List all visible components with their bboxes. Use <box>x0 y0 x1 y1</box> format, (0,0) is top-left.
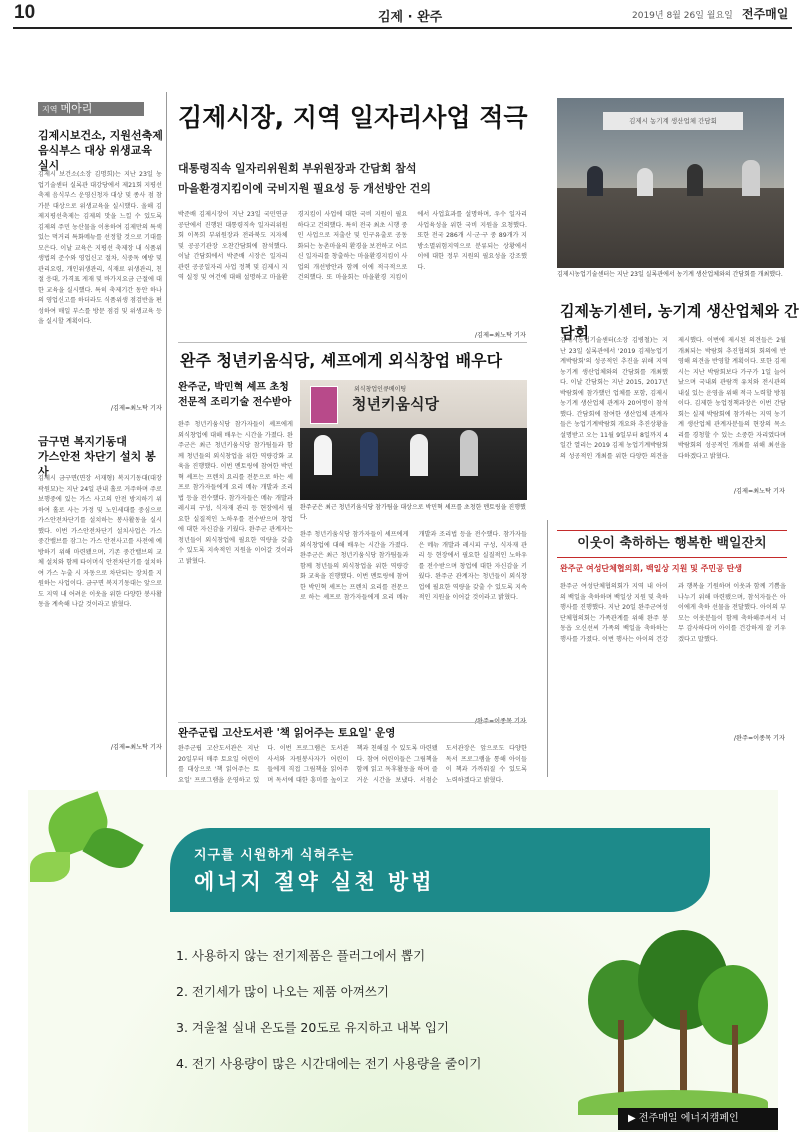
headline-box <box>557 530 787 558</box>
article-body: 완주군립 고산도서관은 지난 20일부터 매주 토요일 어린이를 대상으로 '책 읽어주는 토요일' 프로그램을 운영하고 있다. 이번 프로그램은 도서관 사서와 자원봉사자가 어린이들에게 직접 그림책을 읽어주며 독서에 대한 흥미를 높이고 책과 친해질 수 있도록 마련됐다. 참여 어린이들은 그림책을 함께 읽고 독후활동을 하며 즐거운 시간을 보냈다. 서점순 도서관장은 앞으로도 다양한 독서 프로그램을 통해 아이들이 책과 가까워질 수 있도록 노력하겠다고 밝혔다. <box>178 745 527 784</box>
article-subheadline: 대통령직속 일자리위원회 부위원장과 간담회 참석 <box>178 162 417 175</box>
divider <box>178 342 527 343</box>
section-tag: 지역 메아리 <box>38 102 144 116</box>
ad-item: 3. 겨울철 실내 온도를 20도로 유지하고 내복 입기 <box>176 1020 449 1035</box>
article-body: 완주군 여성단체협의회가 지역 내 아이의 백일을 축하하며 백일상 지원 및 축하행사를 진행했다. 지난 20일 완주군여성단체협의회는 가족관계를 위해 완주 봉동읍 오신선씨 가족의 백일을 축하하는 행사를 가졌다. 이번 행사는 아이의 건강과 행복을 기원하며 이웃과 함께 기쁨을 나누기 위해 마련됐으며, 참석자들은 아이에게 축하 선물을 전달했다. 아이의 부모는 이웃분들이 함께 축하해주셔서 너무 감사하다며 아이를 건강하게 잘 키우겠다고 말했다. <box>560 583 786 643</box>
article-title: 김제시보건소, 지원선축제 음식부스 대상 위생교육 실시 <box>38 129 163 172</box>
column-divider <box>166 92 167 777</box>
play-icon: ▶ <box>628 1113 639 1124</box>
ad-item: 2. 전기세가 많이 나오는 제품 아껴쓰기 <box>176 984 389 999</box>
article-headline: 김제시장, 지역 일자리사업 적극 <box>178 103 528 132</box>
article-byline: /김제=최노탁 기자 <box>733 488 785 495</box>
ad-item: 1. 사용하지 않는 전기제품은 플러그에서 뽑기 <box>176 948 426 963</box>
meeting-photo <box>557 98 784 268</box>
article-title: 금구면 복지기동대 가스안전 차단기 설치 봉사 <box>38 435 156 478</box>
photo-sign: 청년키움식당 <box>352 395 439 413</box>
article-body: 김제시 금구면(면장 서재형) 복지기동대(대장 곽원묘)는 지난 24일 관내 홀로 거주하며 주로 보행중에 있는 가스 사고의 안전 방지하기 위하여 홀로 사는 가정 및 노인세대를 중심으로 가스안전차단기를 설치하는 봉사활동을 실시했다. 이번 가스안전차단기 설치사업은 가스 중간밸브를 잠그는 가스 안전사고를 사전에 예방하기 위해 마련됐으며, 기존 중간밸브의 교체 설치와 함께 타이머식 안전차단기를 설치하여 가스 누출 시 자동으로 차단되는 장치를 지원하는 사업이다. 금구면 복지기동대는 앞으로도 지역 내 어려운 이웃을 위한 다양한 봉사활동을 계속해 나갈 것이라고 밝혔다. <box>38 475 162 608</box>
article-byline: /김제=최노탁 기자 <box>110 744 162 751</box>
photo-sign-top: 외식창업인큐베이팅 <box>354 386 407 393</box>
article-headline: 김제농기센터, 농기계 생산업체와 간담회 <box>560 302 799 342</box>
article-byline: /김제=최노탁 기자 <box>474 332 526 339</box>
energy-ad <box>28 790 778 1132</box>
divider <box>178 722 527 723</box>
photo-banner: 김제시 농기계 생산업체 간담회 <box>603 112 743 130</box>
article-body: 박준배 김제시장이 지난 23일 국민연금공단에서 진행된 대통령직속 일자리위원회 이목희 부위원장과 전라북도 지자체 및 공공기관장 오찬간담회에 참석했다. 이날 간담회에서 박준배 시장은 일자리 관련 공공일자리 사업 정책 및 김제시 지역 실정 및 여건에 대해 설명하고 마을환경지킴이 사업에 대한 국비 지원이 필요하다고 건의했다. 특히 전국 최초 시행 중인 사업으로 저출산 및 인구유출로 공동화되는 농촌마을의 환경을 보전하고 어르신 일자리를 창출하는 마을환경지킴이 사업의 개선방안과 함께 이에 적극적으로 건의했다. 또 마을회는 마을환경 지킴이에서 사업효과를 설명하며, 우수 일자리 사업육성을 위한 국비 지원을 요청했다. 또한 전국 286개 시·군·구 중 89개가 지방소멸위험지역으로 분류되는 상황에서 이에 대한 정부 지원의 필요성을 강조했다. <box>178 211 527 281</box>
trees-illustration <box>578 910 768 1115</box>
article-headline: 완주군립 고산도서관 '책 읽어주는 토요일' 운영 <box>178 727 396 739</box>
logo <box>310 386 338 424</box>
article-body: 김제시농업기술센터(소장 김병철)는 지난 23일 실록관에서 '2019 김제농업기계박람회'의 성공적인 추진을 위해 지역 농기계 생산업체와의 간담회를 개최했다. 이날 간담회는 지난 2015, 2017년 박람회에 참가했던 업체를 포함, 김제시 농기계 생산업체 관계자 20여명이 참석했다. 간담회에 참여한 생산업체 관계자들은 농업기계박람회 개요와 추진상황을 설명받고 오는 11월 9일부터 8일까지 4일간 열리는 2019 김제 농업기계박람회의 성공적인 개최를 위한 다양한 의견을 제시했다. 이번에 제시된 의견들은 2월 개최되는 박람회 추진협의회 회의에 반영해 의견을 반영할 계획이다. 또한 김제시는 지난 박람회보다 가구가 1일 늘어났으며 국내외 관람객 유치와 전시관의 내실 있는 운영을 위해 적극 노력할 방침이다. 김제한 농업정책과장은 이번 간담회는 실제 박람회에 참가하는 지역 농기계 생산업체 관계자분들의 현장의 목소리를 경청할 수 있는 소중한 자리였다며 박람회의 성공적인 개최를 위해 최선을 다하겠다고 밝혔다. <box>560 337 786 460</box>
issue-date: 2019년 8월 26일 월요일 <box>632 11 733 21</box>
article-body: 완주 청년키움식당 참가자들이 셰프에게 외식창업에 대해 배우는 시간을 가졌다. 완주군은 최근 청년키움식당 참가팀들과 함께 청년들의 외식창업을 위한 역량강화 교육을 진행했다. 이번 멘토링에 참여한 박민혁 셰프는 프렌치 요리를 전문으로 하는 셰프로 참가자들에게 요리 메뉴 개발과 조리법 등을 전수했다. 참가자들은 메뉴 개발과 레시피 구성, 식자재 관리 등 현장에서 필요한 실질적인 노하우를 전수받으며 창업에 대한 자신감을 키웠다. 완주군 관계자는 청년들이 외식창업에 필요한 역량을 갖출 수 있도록 지속적인 지원을 이어갈 것이라고 밝혔다. <box>178 421 293 565</box>
restaurant-photo <box>300 380 527 500</box>
article-subheadline: 완주군, 박민혁 셰프 초청 전문적 조리기술 전수받아 <box>178 382 292 408</box>
page-number: 10 <box>14 2 36 23</box>
article-body: 김제시 보건소(소장 김명희)는 지난 23일 농업기술센터 실록관 대강당에서 제21회 지평선축제 음식부스 운영신청자 대상 및 종사 점 참가분 대상으로 위생교육을 실시했다. 올해 김제지평선축제는 김제의 맛을 느낄 수 있도록 김제의 주민 농산물을 이용하여 김제만의 특색있는 먹거리 특화메뉴를 선정할 것으로 기대를 모은다. 이날 교육은 지평선 축제장 내 식품위생법의 준수와 영업신고 절차, 식중독 예방 및 관리요령, 개인위생관리, 식재료 위생관리, 친절 응대, 가격표 게재 및 바가지요금 근절에 대한 교육을 실시했다. 특히 축제기간 동안 하나의 영업신고를 하더라도 식품위생 점검반을 편성하여 매일 부스를 방문 점검 및 위생교육 등을 실시할 계획이다. <box>38 171 162 325</box>
photo-caption: 완주군은 최근 청년키움식당 참가팀을 대상으로 박민혁 셰프를 초청한 멘토링을 진행했다. <box>300 504 526 521</box>
newspaper-name: 전주매일 <box>742 7 789 21</box>
photo-caption: 김제시농업기술센터는 지난 23일 실록관에서 농기계 생산업체와의 간담회를 개최했다. <box>557 271 783 278</box>
article-subheadline: 완주군 여성단체협의회, 백일상 지원 및 주민공 탄생 <box>560 564 743 573</box>
ad-footer: ▶ 전주매일 에너지캠페인 <box>618 1108 778 1130</box>
article-byline: /김제=최노탁 기자 <box>110 405 162 412</box>
article-headline: 이웃이 축하하는 행복한 백일잔치 <box>577 536 767 551</box>
ad-item: 4. 전기 사용량이 많은 시간대에는 전기 사용량을 줄이기 <box>176 1056 482 1071</box>
photo-table <box>557 188 784 268</box>
section-title: 김제 · 완주 <box>378 10 443 25</box>
header-rule <box>13 27 792 29</box>
ad-top: 지구를 시원하게 식혀주는 <box>194 848 355 863</box>
leaf-icon <box>30 852 70 882</box>
article-body: 완주 청년키움식당 참가자들이 셰프에게 외식창업에 대해 배우는 시간을 가졌다. 완주군은 최근 청년키움식당 참가팀들과 함께 청년들의 외식창업을 위한 역량강화 교육을 진행했다. 이번 멘토링에 참여한 박민혁 셰프는 프렌치 요리를 전문으로 하는 셰프로 참가자들에게 요리 메뉴 개발과 조리법 등을 전수했다. 참가자들은 메뉴 개발과 레시피 구성, 식자재 관리 등 현장에서 필요한 실질적인 노하우를 전수받으며 창업에 대한 자신감을 키웠다. 완주군 관계자는 청년들이 외식창업에 필요한 역량을 갖출 수 있도록 지속적인 지원을 이어갈 것이라고 밝혔다. <box>300 531 527 601</box>
article-headline: 완주 청년키움식당, 셰프에게 외식창업 배우다 <box>180 351 503 370</box>
article-byline: /완주=이종목 기자 <box>733 735 785 742</box>
ad-title: 에너지 절약 실천 방법 <box>194 870 435 894</box>
column-divider <box>547 520 548 777</box>
article-subheadline: 마을환경지킴이에 국비지원 필요성 등 개선방안 건의 <box>178 182 431 195</box>
article-byline <box>420 716 526 725</box>
